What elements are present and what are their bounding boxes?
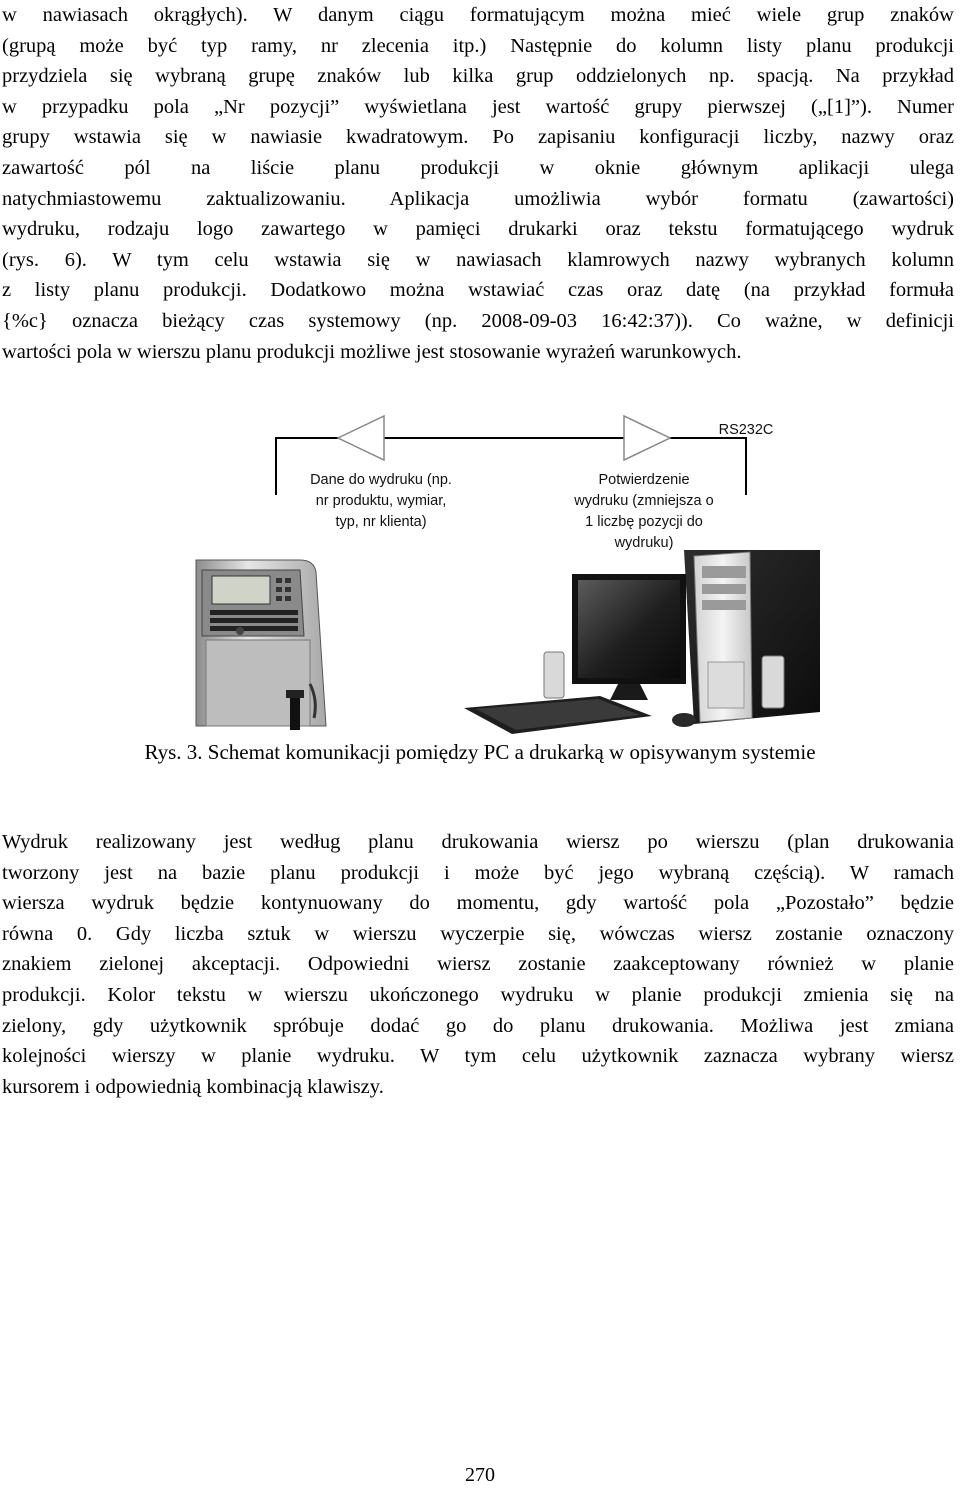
diagram-graphic (0, 400, 960, 740)
text-line: produkcji. Kolor tekstu w wierszu ukończonego wydruku w planie produkcji zmienia się na (2, 983, 954, 1006)
text-line: kolejności wierszy w planie wydruku. W tym celu użytkownik zaznacza wybrany wiersz (2, 1045, 954, 1068)
paragraph-1 (2, 0, 954, 367)
paragraph-2 (2, 827, 954, 1102)
text-line: kursorem i odpowiednią kombinacją klawiszy. (2, 1075, 384, 1098)
text-line: (grupą może być typ ramy, nr zlecenia itp.) Następnie do kolumn listy planu produkcji (2, 34, 954, 57)
text-line: wartości pola w wierszu planu produkcji możliwe jest stosowanie wyrażeń warunkowych. (2, 340, 742, 363)
text-line: z listy planu produkcji. Dodatkowo można wstawiać czas oraz datę (na przykład formuła (2, 279, 954, 302)
text-line: przydziela się wybraną grupę znaków lub kilka grup oddzielonych np. spacją. Na przykład (2, 65, 954, 88)
label-line: 1 liczbę pozycji do (585, 514, 703, 530)
label-line: Dane do wydruku (np. (310, 472, 452, 488)
arrow-to-printer-icon (338, 416, 384, 460)
text-line: wiersza wydruk będzie kontynuowany do momentu, gdy wartość pola „Pozostało” będzie (2, 892, 954, 915)
rs232-label: RS232C (718, 422, 774, 438)
communication-diagram (0, 400, 960, 740)
label-line: wydruku) (614, 535, 674, 551)
label-line: nr produktu, wymiar, (315, 493, 447, 509)
label-line: Potwierdzenie (598, 472, 690, 488)
text-line: zielony, gdy użytkownik spróbuje dodać go do planu drukowania. Możliwa jest zmiana (2, 1014, 954, 1037)
print-confirmation-label (546, 470, 742, 554)
label-line: typ, nr klienta) (335, 514, 427, 530)
text-line: tworzony jest na bazie planu produkcji i może być jego wybraną częścią). W ramach (2, 861, 954, 884)
text-line: {%c} oznacza bieżący czas systemowy (np. 2008-09-03 16:42:37)). Co ważne, w definicji (2, 309, 954, 332)
text-line: w przypadku pola „Nr pozycji” wyświetlana jest wartość grupy pierwszej („[1]”). Numer (2, 95, 954, 118)
page-number: 270 (465, 1464, 495, 1486)
text-line: zawartość pól na liście planu produkcji w oknie głównym aplikacji ulega (2, 156, 954, 179)
text-line: grupy wstawia się w nawiasie kwadratowym. Po zapisaniu konfiguracji liczby, nazwy oraz (2, 126, 954, 149)
figure-caption: Rys. 3. Schemat komunikacji pomiędzy PC a drukarką w opisywanym systemie (144, 740, 816, 764)
arrow-to-pc-icon (624, 416, 670, 460)
pc-computer-image (464, 550, 820, 734)
text-line: w nawiasach okrągłych). W danym ciągu formatującym można mieć wiele grup znaków (2, 4, 954, 26)
text-line: wydruku, rodzaju logo zawartego w pamięci drukarki oraz tekstu formatującego wydruk (2, 218, 954, 241)
text-line: znakiem zielonej akceptacji. Odpowiedni wiersz zostanie zaakceptowany również w planie (2, 953, 954, 976)
text-line: Wydruk realizowany jest według planu drukowania wiersz po wierszu (plan drukowania (2, 831, 954, 853)
text-line: (rys. 6). W tym celu wstawia się w nawiasach klamrowych nazwy wybranych kolumn (2, 248, 954, 271)
text-line: równa 0. Gdy liczba sztuk w wierszu wyczerpie się, wówczas wiersz zostanie oznaczony (2, 922, 954, 945)
label-line: wydruku (zmniejsza o (574, 493, 714, 509)
data-to-print-label (282, 470, 480, 533)
text-line: natychmiastowemu zaktualizowaniu. Aplikacja umożliwia wybór formatu (zawartości) (2, 187, 954, 210)
inkjet-printer-image (196, 560, 326, 730)
